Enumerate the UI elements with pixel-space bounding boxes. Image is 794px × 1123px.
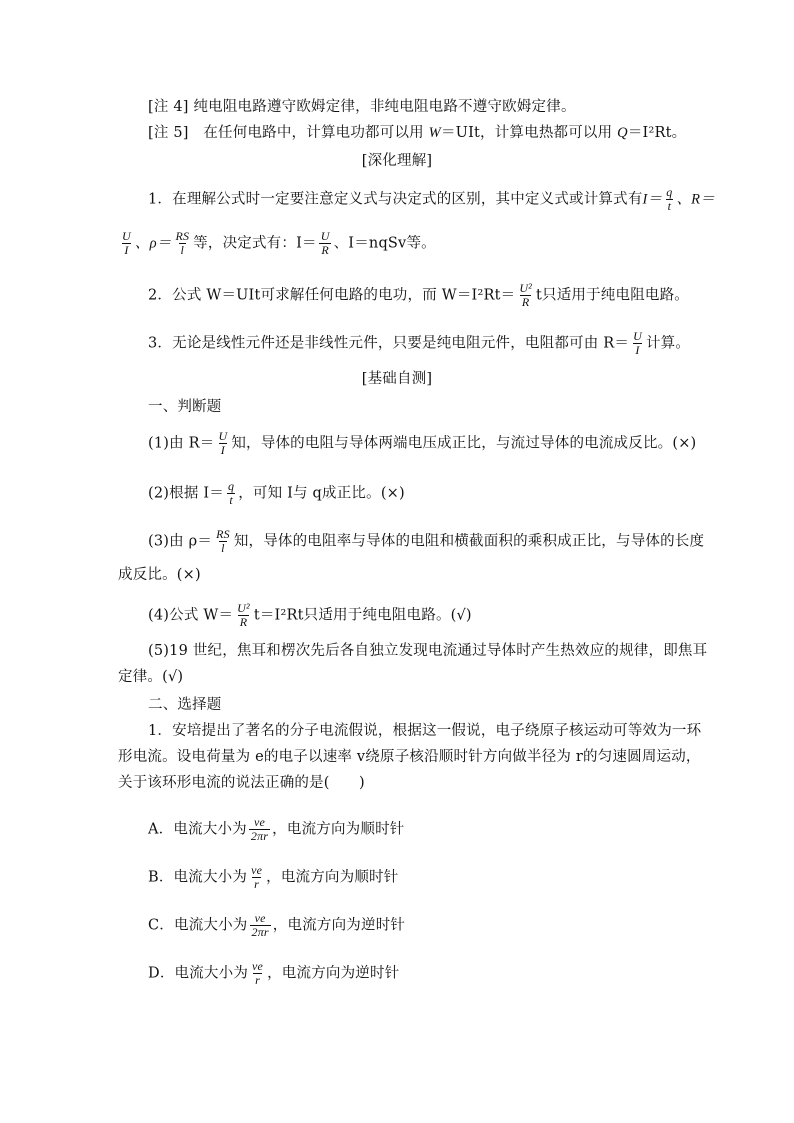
section-title-deepen: [深化理解]: [361, 153, 433, 169]
fraction-u-over-r: [319, 230, 332, 257]
fraction-numerator: U: [320, 229, 330, 243]
judgement-1: [148, 430, 696, 457]
fraction-numerator: q: [227, 479, 235, 493]
judgement-2: [148, 480, 405, 507]
judgement-3-line2: 成反比。(×): [118, 567, 201, 583]
judgement-3-mid: 知，导体的电阻率与导体的电阻和横截面积的乘积成正比，与导体的长度: [233, 533, 705, 550]
note-4-text: [注 4] 纯电阻电路遵守欧姆定律，非纯电阻电路不遵守欧姆定律。: [148, 99, 576, 115]
deepen-p2-text: 2．公式 W＝UIt可求解任何电路的电功，而 W＝I²Rt＝: [148, 287, 516, 304]
fraction-denominator: I: [220, 443, 225, 457]
fraction-denominator: R: [521, 295, 530, 309]
fraction-numerator: ve: [252, 959, 264, 973]
fraction-denominator: R: [239, 615, 248, 629]
fraction-u2-over-r: [235, 602, 252, 629]
option-d-direction: ，电流方向为逆时针: [267, 965, 400, 982]
note-5-prefix: [注 5] 在任何电路中，计算电功都可以用: [148, 125, 424, 141]
judgement-5-line1: (5)19 世纪，焦耳和楞次先后各自独立发现电流通过导体时产生热效应的规律，即焦耳: [148, 643, 708, 659]
part-choice-heading: 二、选择题: [148, 697, 222, 713]
question-1-line1: 1．安培提出了著名的分子电流假说，根据这一假说，电子绕原子核运动可等效为一环: [148, 723, 702, 739]
fraction-numerator: U: [633, 329, 642, 343]
fraction-ve-over-2pir: [250, 912, 271, 939]
note-5-eq2: ＝I²Rt。: [627, 125, 687, 141]
option-b[interactable]: [148, 864, 398, 891]
option-c-direction: ，电流方向为逆时针: [272, 917, 406, 934]
judgement-3-line1: [148, 528, 704, 555]
deepen-p1-decide: 等，决定式有：I＝: [193, 235, 317, 252]
deepen-point-2: [148, 282, 689, 309]
note-5: [148, 122, 686, 144]
fraction-q-over-t: [664, 186, 674, 213]
judgement-4-end: t＝I²Rt只适用于纯电阻电路。(√): [253, 607, 472, 624]
fraction-q-over-t: [226, 480, 236, 507]
fraction-denominator: 2πr: [250, 829, 269, 843]
fraction-numerator: U²: [237, 601, 250, 615]
judgement-4-start: (4)公式 W＝: [148, 607, 234, 624]
fraction-denominator: I: [635, 343, 640, 357]
deepen-point-1-line2: [118, 230, 436, 257]
fraction-u-over-i: [631, 330, 644, 357]
fraction-ve-over-2pir: [249, 816, 270, 843]
fraction-denominator: t: [229, 493, 233, 507]
judgement-5-line2: 定律。(√): [118, 669, 184, 685]
note-5-w: W: [428, 125, 441, 141]
option-d-label: D．电流大小为: [148, 965, 249, 982]
fraction-numerator: RS: [216, 527, 230, 541]
fraction-numerator: U: [218, 429, 228, 443]
note-5-eq1: ＝UIt，计算电热都可以用: [440, 125, 613, 141]
deepen-p1-rho: 、ρ＝: [134, 235, 172, 252]
note-4: [148, 96, 576, 118]
option-a[interactable]: [148, 816, 404, 843]
deepen-p1-i: I＝: [642, 191, 663, 208]
fraction-denominator: r: [255, 973, 260, 987]
deepen-p1-r: 、R＝: [676, 191, 715, 208]
option-b-label: B．电流大小为: [148, 869, 248, 886]
deepen-p3-end: 计算。: [645, 335, 691, 352]
deepen-point-1-line1: [148, 186, 715, 213]
fraction-denominator: R: [321, 243, 329, 257]
part-judgement-heading: 一、判断题: [148, 399, 222, 415]
deepen-p1-end: 、I＝nqSv等。: [333, 235, 436, 252]
fraction-rs-over-l: [173, 230, 191, 257]
fraction-numerator: ve: [254, 911, 266, 925]
option-d[interactable]: [148, 960, 399, 987]
option-a-direction: ，电流方向为顺时针: [272, 821, 405, 838]
fraction-numerator: ve: [253, 815, 266, 829]
option-c-label: C．电流大小为: [148, 917, 248, 934]
deepen-p3-text: 3．无论是线性元件还是非线性元件，只要是纯电阻元件，电阻都可由 R＝: [148, 335, 630, 352]
note-5-q: Q: [617, 125, 628, 141]
fraction-u2-over-r: [517, 282, 534, 309]
section-title-self-test: [基础自测]: [361, 371, 433, 387]
judgement-3-start: (3)由 ρ＝: [148, 533, 213, 550]
deepen-p1-text: 1．在理解公式时一定要注意定义式与决定式的区别，其中定义式或计算式有: [148, 191, 643, 208]
fraction-ve-over-r: [250, 960, 265, 987]
fraction-ve-over-r: [249, 864, 264, 891]
fraction-denominator: l: [221, 541, 225, 555]
fraction-denominator: l: [180, 243, 185, 257]
fraction-denominator: r: [254, 877, 260, 891]
judgement-2-end: ，可知 I与 q成正比。(×): [238, 485, 405, 502]
option-b-direction: ，电流方向为顺时针: [266, 869, 399, 886]
fraction-denominator: 2πr: [251, 925, 269, 939]
fraction-numerator: U²: [519, 281, 532, 295]
judgement-1-start: (1)由 R＝: [148, 435, 215, 452]
fraction-numerator: q: [666, 185, 673, 199]
question-1-line2: 形电流。设电荷量为 e的电子以速率 v绕原子核沿顺时针方向做半径为 r的匀速圆周运动，: [118, 749, 701, 765]
deepen-point-3: [148, 330, 690, 357]
fraction-u-over-i: [120, 230, 133, 257]
deepen-p2-end: t只适用于纯电阻电路。: [535, 287, 690, 304]
fraction-numerator: RS: [175, 229, 190, 243]
fraction-rs-over-l: [214, 528, 232, 555]
fraction-denominator: I: [124, 243, 129, 257]
option-c[interactable]: [148, 912, 405, 939]
question-1-line3: 关于该环形电流的说法正确的是( ): [118, 775, 365, 791]
judgement-1-end: 知，导体的电阻与导体两端电压成正比，与流过导体的电流成反比。(×): [231, 435, 697, 452]
fraction-denominator: t: [667, 199, 672, 213]
fraction-numerator: ve: [251, 863, 263, 877]
fraction-numerator: U: [122, 229, 131, 243]
judgement-4: [148, 602, 472, 629]
option-a-label: A．电流大小为: [148, 821, 247, 838]
judgement-2-start: (2)根据 I＝: [148, 485, 224, 502]
fraction-u-over-i: [216, 430, 229, 457]
